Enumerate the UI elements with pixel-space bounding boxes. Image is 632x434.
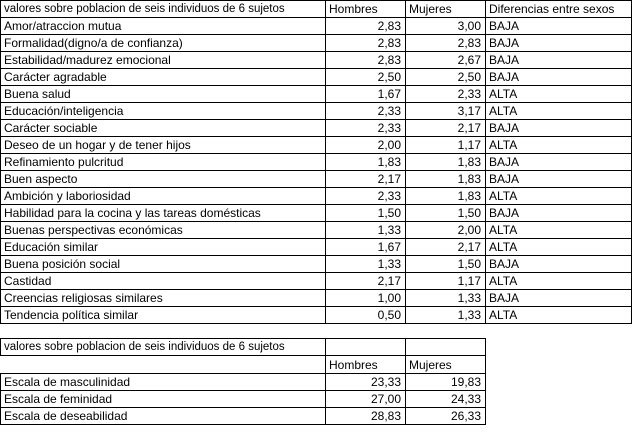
header-diferencias-cell: Diferencias entre sexos: [486, 1, 632, 18]
hombres-value-cell: 1,33: [326, 256, 406, 273]
diferencia-cell: BAJA: [486, 154, 632, 171]
diferencia-cell: ALTA: [486, 103, 632, 120]
diferencia-cell: BAJA: [486, 120, 632, 137]
table-row: [1, 273, 632, 290]
hombres-value-cell: 2,50: [326, 69, 406, 86]
row-label-cell: Tendencia política similar: [1, 307, 326, 324]
row-label-cell: Buen aspecto: [1, 171, 326, 188]
mujeres-value-cell: 2,83: [406, 35, 486, 52]
row-label-cell: Buenas perspectivas económicas: [1, 222, 326, 239]
mujeres-value-cell: 1,33: [406, 307, 486, 324]
diferencia-cell: BAJA: [486, 171, 632, 188]
row-label-cell: Buena salud: [1, 86, 326, 103]
table-header-row: [1, 339, 486, 356]
hombres-value-cell: 27,00: [326, 391, 406, 408]
mujeres-value-cell: 2,17: [406, 239, 486, 256]
diferencia-cell: BAJA: [486, 256, 632, 273]
row-label-cell: Creencias religiosas similares: [1, 290, 326, 307]
hombres-value-cell: 2,83: [326, 18, 406, 35]
mujeres-value-cell: 2,50: [406, 69, 486, 86]
table-row: [1, 290, 632, 307]
table-row: [1, 256, 632, 273]
table-row: [1, 205, 632, 222]
hombres-value-cell: 28,83: [326, 408, 406, 425]
diferencia-cell: ALTA: [486, 273, 632, 290]
hombres-value-cell: 23,33: [326, 374, 406, 391]
row-label-cell: Formalidad(digno/a de confianza): [1, 35, 326, 52]
scales-table: [0, 338, 486, 425]
subheader-blank-cell: [1, 356, 326, 374]
row-label-cell: Refinamiento pulcritud: [1, 154, 326, 171]
mujeres-value-cell: 3,17: [406, 103, 486, 120]
hombres-value-cell: 2,00: [326, 137, 406, 154]
row-label-cell: Carácter agradable: [1, 69, 326, 86]
table-row: [1, 120, 632, 137]
row-label-cell: Ambición y laboriosidad: [1, 188, 326, 205]
table-row: [1, 391, 486, 408]
diferencia-cell: BAJA: [486, 52, 632, 69]
row-label-cell: Amor/atraccion mutua: [1, 18, 326, 35]
table-row: [1, 374, 486, 391]
mujeres-value-cell: 1,17: [406, 273, 486, 290]
header-label-cell: valores sobre poblacion de seis individuos de 6 sujetos: [1, 1, 326, 18]
header-blank-hombres: [326, 339, 406, 356]
diferencia-cell: ALTA: [486, 222, 632, 239]
mujeres-value-cell: 2,33: [406, 86, 486, 103]
table-row: [1, 408, 486, 425]
row-label-cell: Castidad: [1, 273, 326, 290]
table-header-row: [1, 1, 632, 18]
table-row: [1, 239, 632, 256]
diferencia-cell: ALTA: [486, 137, 632, 154]
diferencia-cell: ALTA: [486, 188, 632, 205]
diferencia-cell: BAJA: [486, 35, 632, 52]
row-label-cell: Educación/inteligencia: [1, 103, 326, 120]
hombres-value-cell: 1,83: [326, 154, 406, 171]
mujeres-value-cell: 3,00: [406, 18, 486, 35]
mujeres-value-cell: 1,17: [406, 137, 486, 154]
table-row: [1, 52, 632, 69]
header-mujeres-cell: Mujeres: [406, 1, 486, 18]
diferencia-cell: BAJA: [486, 205, 632, 222]
header-hombres-cell: Hombres: [326, 1, 406, 18]
table-row: [1, 222, 632, 239]
mujeres-value-cell: 1,83: [406, 154, 486, 171]
mujeres-value-cell: 26,33: [406, 408, 486, 425]
table-row: [1, 137, 632, 154]
row-label-cell: Escala de masculinidad: [1, 374, 326, 391]
hombres-value-cell: 2,33: [326, 103, 406, 120]
hombres-value-cell: 1,50: [326, 205, 406, 222]
hombres-value-cell: 1,67: [326, 86, 406, 103]
diferencia-cell: BAJA: [486, 69, 632, 86]
mujeres-value-cell: 1,33: [406, 290, 486, 307]
row-label-cell: Buena posición social: [1, 256, 326, 273]
table-row: [1, 18, 632, 35]
hombres-value-cell: 2,83: [326, 52, 406, 69]
hombres-value-cell: 2,17: [326, 171, 406, 188]
mujeres-value-cell: 19,83: [406, 374, 486, 391]
hombres-value-cell: 0,50: [326, 307, 406, 324]
diferencia-cell: BAJA: [486, 290, 632, 307]
header-label-cell: valores sobre poblacion de seis individuos de 6 sujetos: [1, 339, 326, 356]
hombres-value-cell: 2,17: [326, 273, 406, 290]
row-label-cell: Deseo de un hogar y de tener hijos: [1, 137, 326, 154]
table-row: [1, 307, 632, 324]
mujeres-value-cell: 2,67: [406, 52, 486, 69]
hombres-value-cell: 2,33: [326, 188, 406, 205]
table-row: [1, 188, 632, 205]
mujeres-value-cell: 1,83: [406, 171, 486, 188]
diferencia-cell: ALTA: [486, 86, 632, 103]
table-subheader-row: [1, 356, 486, 374]
hombres-value-cell: 2,83: [326, 35, 406, 52]
mujeres-value-cell: 2,17: [406, 120, 486, 137]
row-label-cell: Escala de feminidad: [1, 391, 326, 408]
table-row: [1, 35, 632, 52]
hombres-value-cell: 2,33: [326, 120, 406, 137]
header-blank-mujeres: [406, 339, 486, 356]
hombres-value-cell: 1,33: [326, 222, 406, 239]
mujeres-value-cell: 2,00: [406, 222, 486, 239]
row-label-cell: Estabilidad/madurez emocional: [1, 52, 326, 69]
table-row: [1, 69, 632, 86]
hombres-value-cell: 1,67: [326, 239, 406, 256]
row-label-cell: Habilidad para la cocina y las tareas domésticas: [1, 205, 326, 222]
mujeres-value-cell: 24,33: [406, 391, 486, 408]
mujeres-value-cell: 1,83: [406, 188, 486, 205]
diferencia-cell: ALTA: [486, 307, 632, 324]
table-row: [1, 171, 632, 188]
hombres-value-cell: 1,00: [326, 290, 406, 307]
diferencia-cell: BAJA: [486, 18, 632, 35]
mujeres-value-cell: 1,50: [406, 205, 486, 222]
row-label-cell: Carácter sociable: [1, 120, 326, 137]
header-hombres-cell: Hombres: [326, 356, 406, 374]
diferencia-cell: ALTA: [486, 239, 632, 256]
header-mujeres-cell: Mujeres: [406, 356, 486, 374]
table-row: [1, 103, 632, 120]
row-label-cell: Educación similar: [1, 239, 326, 256]
table-row: [1, 154, 632, 171]
row-label-cell: Escala de deseabilidad: [1, 408, 326, 425]
mujeres-value-cell: 1,50: [406, 256, 486, 273]
table-row: [1, 86, 632, 103]
